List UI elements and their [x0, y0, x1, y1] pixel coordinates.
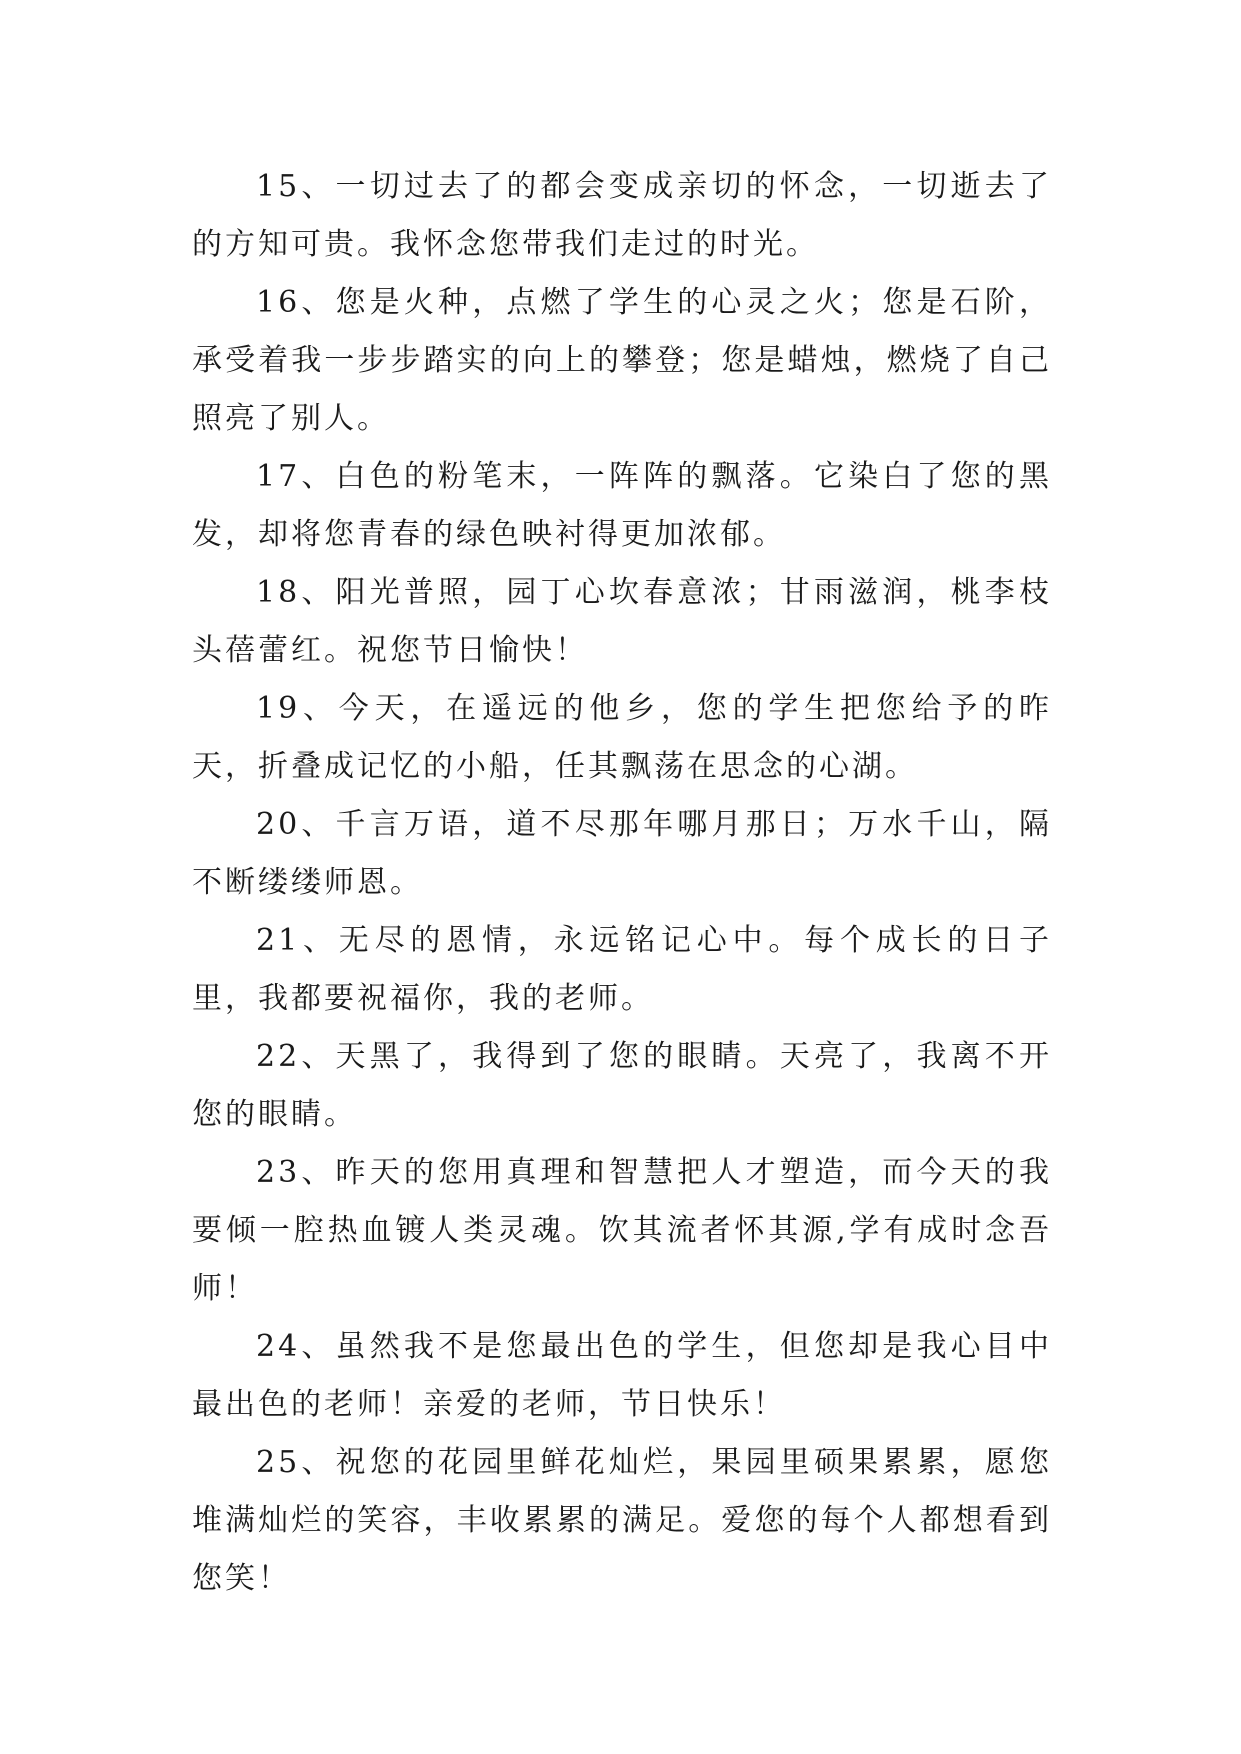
paragraph-16: 16、您是火种，点燃了学生的心灵之火；您是石阶，承受着我一步步踏实的向上的攀登；您是蜡烛，燃烧了自己照亮了别人。	[192, 285, 1052, 436]
paragraph-18: 18、阳光普照，园丁心坎春意浓；甘雨滋润，桃李枝头蓓蕾红。祝您节日愉快！	[192, 575, 1052, 668]
paragraph-20: 20、千言万语，道不尽那年哪月那日；万水千山，隔不断缕缕师恩。	[192, 807, 1052, 900]
paragraph-24: 24、虽然我不是您最出色的学生，但您却是我心目中最出色的老师！亲爱的老师，节日快乐！	[192, 1329, 1052, 1422]
paragraph-17: 17、白色的粉笔末，一阵阵的飘落。它染白了您的黑发，却将您青春的绿色映衬得更加浓郁。	[192, 459, 1052, 552]
paragraph-23: 23、昨天的您用真理和智慧把人才塑造，而今天的我要倾一腔热血镀人类灵魂。饮其流者怀其源,学有成时念吾师！	[192, 1155, 1052, 1306]
paragraph-19: 19、今天，在遥远的他乡，您的学生把您给予的昨天，折叠成记忆的小船，任其飘荡在思念的心湖。	[192, 691, 1052, 784]
paragraph-25: 25、祝您的花园里鲜花灿烂，果园里硕果累累，愿您堆满灿烂的笑容，丰收累累的满足。爱您的每个人都想看到您笑！	[192, 1445, 1052, 1596]
paragraph-15: 15、一切过去了的都会变成亲切的怀念，一切逝去了的方知可贵。我怀念您带我们走过的时光。	[192, 169, 1052, 262]
document-body	[192, 158, 1052, 1608]
paragraph-21: 21、无尽的恩情，永远铭记心中。每个成长的日子里，我都要祝福你，我的老师。	[192, 923, 1052, 1016]
paragraph-22: 22、天黑了，我得到了您的眼睛。天亮了，我离不开您的眼睛。	[192, 1039, 1052, 1132]
